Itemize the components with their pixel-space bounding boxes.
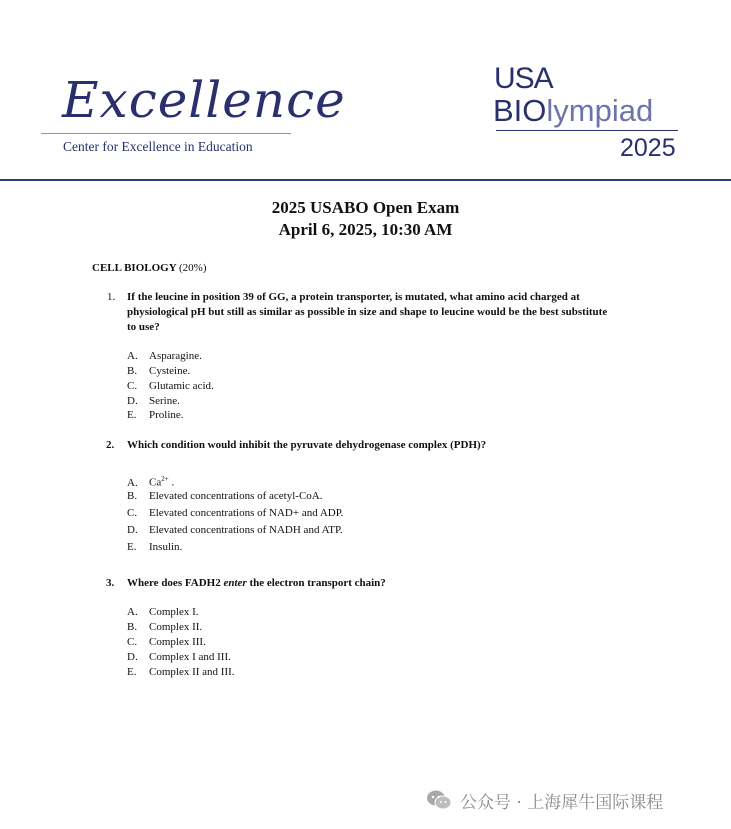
- option-text: Cysteine.: [149, 365, 191, 377]
- option-text: Elevated concentrations of NADH and ATP.: [149, 524, 343, 536]
- option-text: Complex I.: [149, 606, 199, 618]
- option-letter: E.: [127, 409, 137, 421]
- usabo-logo-lympiad: lympiad: [546, 93, 654, 128]
- exam-title: 2025 USABO Open Exam: [271, 198, 460, 217]
- option-letter: B.: [127, 365, 138, 377]
- excellence-logo-subtitle: Center for Excellence in Education: [63, 139, 253, 154]
- usabo-logo-rule: [496, 130, 678, 131]
- question-3-text-after: the electron transport chain?: [246, 577, 386, 589]
- question-3-text-before: Where does FADH2: [127, 577, 224, 589]
- option-letter: E.: [127, 541, 137, 553]
- usabo-logo-usa: USA: [494, 62, 553, 95]
- watermark-text: 公众号 · 上海犀牛国际课程: [460, 792, 664, 813]
- option-letter: C.: [127, 380, 138, 392]
- question-2-text: Which condition would inhibit the pyruvate dehydrogenase complex (PDH)?: [127, 439, 487, 451]
- wechat-icon: [426, 789, 452, 811]
- question-1-option-e: [127, 408, 184, 422]
- option-text: Elevated concentrations of NAD+ and ADP.: [149, 507, 344, 519]
- option-letter: E.: [127, 666, 137, 678]
- option-letter: D.: [127, 524, 138, 536]
- question-3-option-a: [127, 605, 199, 619]
- section-heading: [92, 261, 207, 275]
- question-3-number: 3.: [106, 577, 115, 589]
- option-letter: B.: [127, 490, 138, 502]
- option-text: Complex II and III.: [149, 666, 235, 678]
- option-letter: C.: [127, 507, 138, 519]
- question-1-option-b: [127, 364, 190, 378]
- question-3-option-c: [127, 635, 206, 649]
- question-2-option-d: [127, 523, 343, 537]
- watermark: [426, 786, 663, 814]
- question-3-option-e: [127, 665, 235, 679]
- option-text: Glutamic acid.: [149, 380, 214, 392]
- option-letter: A.: [127, 350, 138, 362]
- question-1-option-a: [127, 349, 202, 363]
- question-1-text: If the leucine in position 39 of GG, a protein transporter, is mutated, what amino acid charged at physiological pH but still as similar as possible in size and shape to leucine would be the best substitute to use?: [127, 291, 608, 333]
- option-text: Serine.: [149, 395, 180, 407]
- option-text: Proline.: [149, 409, 184, 421]
- option-text: Complex III.: [149, 636, 206, 648]
- option-text: Ca: [149, 476, 162, 489]
- usabo-logo-year: 2025: [620, 134, 676, 162]
- section-name: CELL BIOLOGY: [92, 262, 177, 274]
- question-1-option-c: [127, 379, 214, 393]
- question-3-text-emphasis: enter: [223, 577, 247, 589]
- usabo-logo-biolympiad: [493, 92, 653, 130]
- question-3-text: [127, 576, 627, 591]
- option-letter: B.: [127, 621, 138, 633]
- option-letter: A.: [127, 476, 138, 489]
- option-text: Complex I and III.: [149, 651, 231, 663]
- question-1-number: 1.: [107, 291, 116, 303]
- question-3-option-d: [127, 650, 231, 664]
- question-1-option-d: [127, 394, 180, 408]
- header-divider: [0, 179, 731, 181]
- excellence-logo-rule: [41, 133, 291, 134]
- option-letter: D.: [127, 395, 138, 407]
- question-2-option-e: [127, 540, 182, 554]
- excellence-logo-script: Excellence: [62, 71, 346, 129]
- section-percent: (20%): [179, 262, 207, 274]
- option-text: Elevated concentrations of acetyl-CoA.: [149, 490, 323, 502]
- question-2-option-a: [127, 472, 174, 490]
- question-2-option-c: [127, 506, 343, 520]
- option-superscript: 2+: [161, 475, 169, 483]
- option-letter: D.: [127, 651, 138, 663]
- option-letter: A.: [127, 606, 138, 618]
- question-2-number: 2.: [106, 439, 115, 451]
- option-letter: C.: [127, 636, 138, 648]
- option-text: Asparagine.: [149, 350, 202, 362]
- question-2-option-b: [127, 489, 323, 503]
- option-text: Complex II.: [149, 621, 203, 633]
- option-text: Insulin.: [149, 541, 183, 553]
- exam-date: April 6, 2025, 10:30 AM: [278, 220, 453, 239]
- usabo-logo-bio: BIO: [493, 93, 547, 128]
- option-suffix: .: [168, 476, 175, 489]
- question-3-option-b: [127, 620, 202, 634]
